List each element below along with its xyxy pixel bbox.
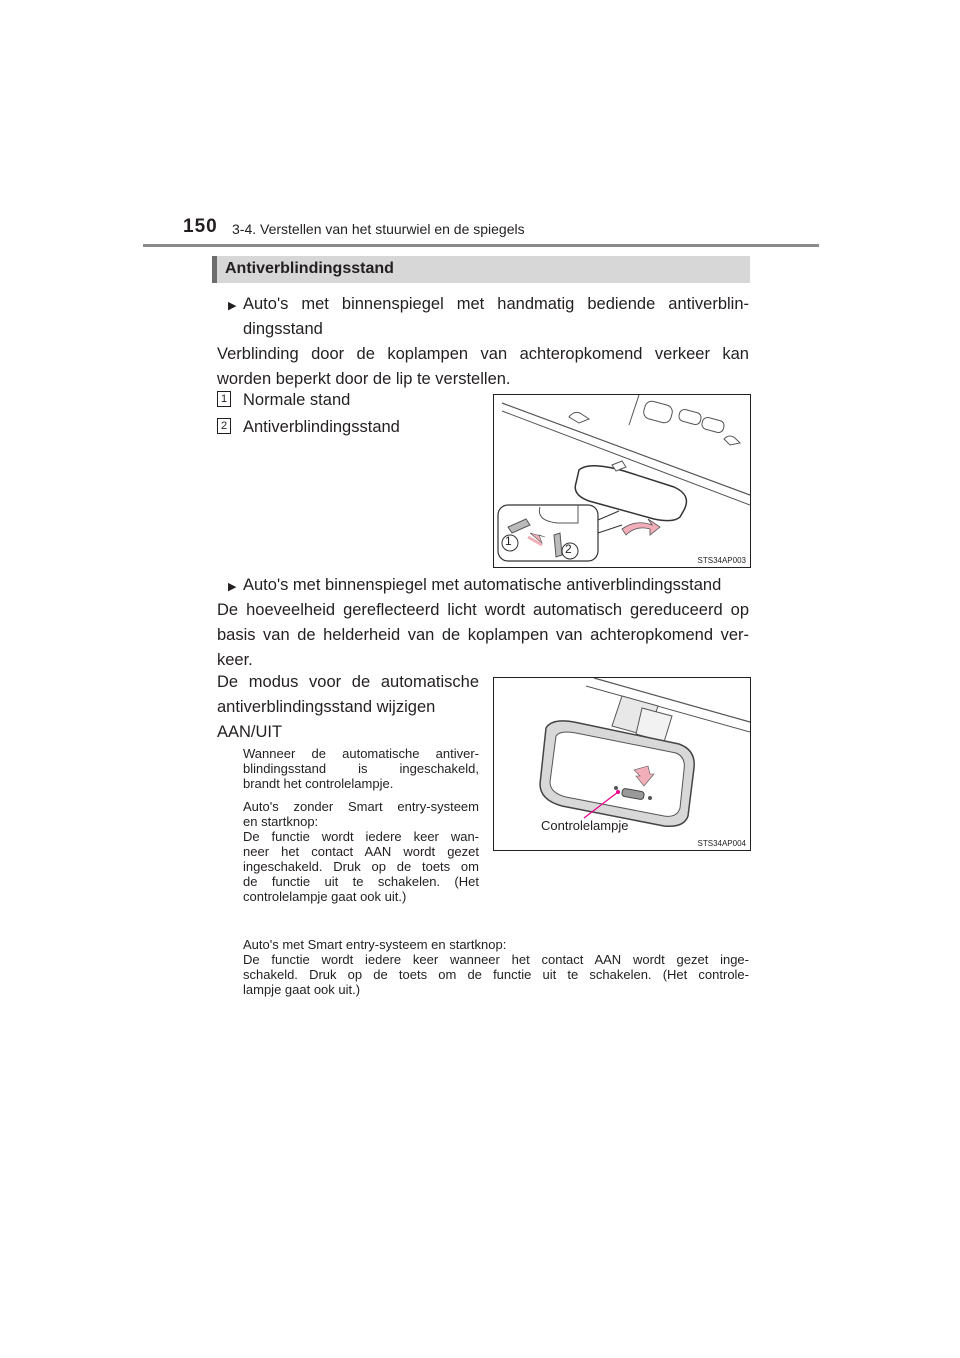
- note2-line4: neer het contact AAN wordt gezet: [243, 844, 479, 859]
- note2-line6: de functie uit te schakelen. (Het: [243, 874, 479, 889]
- figure-code-1: STS34AP003: [697, 556, 746, 565]
- callout-2: 2: [565, 542, 572, 556]
- manual-mirror-illustration: [494, 395, 750, 567]
- callout-1: 1: [505, 534, 512, 548]
- note3-line2: De functie wordt iedere keer wanneer het contact AAN wordt gezet inge-: [243, 952, 749, 967]
- item-label-2: Antiverblindingsstand: [243, 418, 400, 436]
- mode-line3: AAN/UIT: [217, 723, 283, 741]
- heading-accent: [212, 256, 217, 283]
- indicator-label: Controlelampje: [541, 818, 629, 833]
- note2-line1: Auto's zonder Smart entry-systeem: [243, 799, 479, 814]
- manual-bullet-line1: Auto's met binnenspiegel met handmatig bediende antiverblin-: [243, 295, 749, 313]
- note-with-smart-entry: [243, 937, 749, 997]
- mode-paragraph: [217, 670, 479, 745]
- note-without-smart-entry: [243, 799, 479, 904]
- note1-line1: Wanneer de automatische antiver-: [243, 746, 479, 761]
- note3-line3: schakeld. Druk op de toets om de functie uit te schakelen. (Het controle-: [243, 967, 749, 982]
- note3-line4: lampje gaat ook uit.): [243, 982, 361, 997]
- mode-line1: De modus voor de automatische: [217, 673, 479, 691]
- auto-mirror-figure: [493, 677, 751, 851]
- manual-bullet-line2: dingsstand: [243, 320, 323, 338]
- note-indicator: [243, 746, 479, 791]
- header-rule: [143, 244, 819, 247]
- mode-line2: antiverblindingsstand wijzigen: [217, 698, 436, 716]
- note1-line3: brandt het controlelampje.: [243, 776, 394, 791]
- note3-line1: Auto's met Smart entry-systeem en startknop:: [243, 937, 507, 952]
- manual-para-line2: worden beperkt door de lip te verstellen.: [217, 370, 511, 388]
- section-title: 3-4. Verstellen van het stuurwiel en de spiegels: [232, 221, 525, 237]
- figure-code-2: STS34AP004: [697, 839, 746, 848]
- page-number: 150: [183, 216, 218, 237]
- heading-title: Antiverblindingsstand: [225, 260, 394, 277]
- note2-line7: controlelampje gaat ook uit.): [243, 889, 407, 904]
- item-number-2: 2: [217, 418, 231, 434]
- auto-bullet: [228, 573, 749, 598]
- auto-bullet-line: Auto's met binnenspiegel met automatische antiverblindingsstand: [243, 576, 722, 594]
- auto-para-line1: De hoeveelheid gereflecteerd licht wordt automatisch gereduceerd op: [217, 601, 749, 619]
- note2-line5: ingeschakeld. Druk op de toets om: [243, 859, 479, 874]
- manual-mirror-figure: [493, 394, 751, 568]
- auto-paragraph: [217, 598, 749, 673]
- manual-paragraph: [217, 342, 749, 392]
- triangle-right-icon: ▶: [228, 300, 237, 312]
- note1-line2: blindingsstand is ingeschakeld,: [243, 761, 479, 776]
- item-label-1: Normale stand: [243, 391, 351, 409]
- heading-bar: [212, 256, 750, 283]
- note2-line2: en startknop:: [243, 814, 319, 829]
- manual-bullet: [228, 292, 749, 342]
- manual-para-line1: Verblinding door de koplampen van achteropkomend verkeer kan: [217, 345, 749, 363]
- item-number-1: 1: [217, 391, 231, 407]
- note2-line3: De functie wordt iedere keer wan-: [243, 829, 479, 844]
- auto-para-line2: basis van de helderheid van de koplampen van achteropkomend ver-: [217, 626, 749, 644]
- triangle-right-icon: ▶: [228, 581, 237, 593]
- auto-para-line3: keer.: [217, 651, 253, 669]
